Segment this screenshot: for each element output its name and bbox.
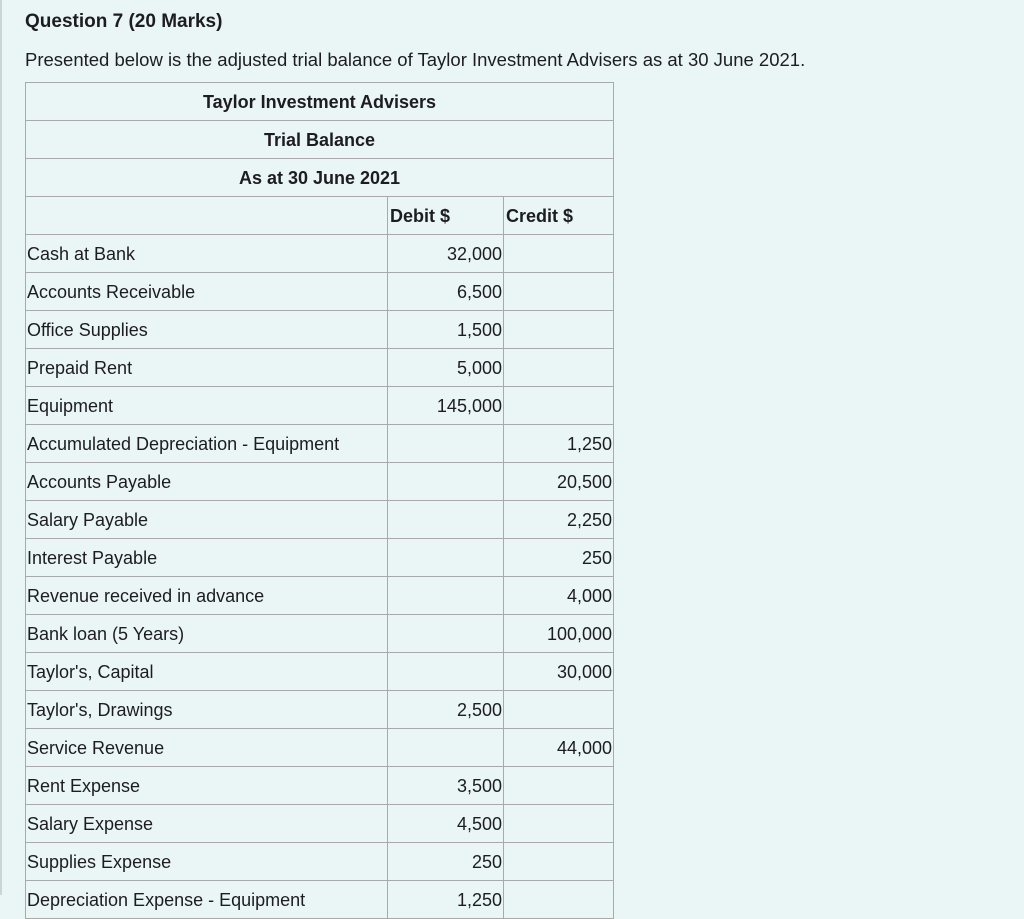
- table-row: [26, 615, 614, 653]
- table-row: [26, 691, 614, 729]
- account-name: Rent Expense: [26, 767, 388, 805]
- debit-amount: [388, 539, 504, 577]
- page-left-border: [0, 0, 2, 895]
- account-name: Office Supplies: [26, 311, 388, 349]
- account-name: Bank loan (5 Years): [26, 615, 388, 653]
- column-header-row: [26, 197, 614, 235]
- credit-amount: [504, 881, 614, 919]
- trial-balance-table: [25, 82, 614, 919]
- credit-amount: [504, 805, 614, 843]
- table-header-row-company: [26, 83, 614, 121]
- account-name: Taylor's, Drawings: [26, 691, 388, 729]
- debit-amount: 1,500: [388, 311, 504, 349]
- credit-amount: 250: [504, 539, 614, 577]
- account-name: Accounts Receivable: [26, 273, 388, 311]
- account-name: Salary Expense: [26, 805, 388, 843]
- account-name: Interest Payable: [26, 539, 388, 577]
- credit-amount: 4,000: [504, 577, 614, 615]
- table-row: [26, 463, 614, 501]
- account-name: Cash at Bank: [26, 235, 388, 273]
- debit-column-header: Debit $: [388, 197, 504, 235]
- debit-amount: 3,500: [388, 767, 504, 805]
- credit-amount: 1,250: [504, 425, 614, 463]
- debit-amount: 5,000: [388, 349, 504, 387]
- debit-amount: [388, 425, 504, 463]
- credit-amount: [504, 349, 614, 387]
- debit-amount: 6,500: [388, 273, 504, 311]
- account-name: Equipment: [26, 387, 388, 425]
- account-name: Service Revenue: [26, 729, 388, 767]
- credit-amount: [504, 311, 614, 349]
- debit-amount: [388, 653, 504, 691]
- question-intro: Presented below is the adjusted trial balance of Taylor Investment Advisers as at 30 June 2021.: [25, 49, 806, 70]
- debit-amount: [388, 615, 504, 653]
- credit-amount: [504, 767, 614, 805]
- table-header-row-statement: [26, 121, 614, 159]
- account-column-header: [26, 197, 388, 235]
- statement-date: As at 30 June 2021: [26, 159, 614, 197]
- company-name: Taylor Investment Advisers: [26, 83, 614, 121]
- account-name: Accounts Payable: [26, 463, 388, 501]
- table-row: [26, 805, 614, 843]
- table-header-row-date: [26, 159, 614, 197]
- account-name: Revenue received in advance: [26, 577, 388, 615]
- table-row: [26, 311, 614, 349]
- credit-amount: 20,500: [504, 463, 614, 501]
- debit-amount: [388, 577, 504, 615]
- debit-amount: 4,500: [388, 805, 504, 843]
- account-name: Depreciation Expense - Equipment: [26, 881, 388, 919]
- table-row: [26, 653, 614, 691]
- table-row: [26, 349, 614, 387]
- table-row: [26, 273, 614, 311]
- account-name: Supplies Expense: [26, 843, 388, 881]
- table-row: [26, 881, 614, 919]
- credit-amount: [504, 387, 614, 425]
- table-row: [26, 235, 614, 273]
- table-row: [26, 501, 614, 539]
- credit-amount: 30,000: [504, 653, 614, 691]
- debit-amount: 32,000: [388, 235, 504, 273]
- debit-amount: [388, 463, 504, 501]
- statement-title: Trial Balance: [26, 121, 614, 159]
- table-row: [26, 843, 614, 881]
- table-row: [26, 767, 614, 805]
- debit-amount: 1,250: [388, 881, 504, 919]
- debit-amount: [388, 729, 504, 767]
- account-name: Prepaid Rent: [26, 349, 388, 387]
- account-name: Salary Payable: [26, 501, 388, 539]
- table-row: [26, 729, 614, 767]
- debit-amount: 145,000: [388, 387, 504, 425]
- credit-amount: [504, 691, 614, 729]
- debit-amount: 2,500: [388, 691, 504, 729]
- table-row: [26, 425, 614, 463]
- table-row: [26, 387, 614, 425]
- credit-amount: [504, 235, 614, 273]
- debit-amount: 250: [388, 843, 504, 881]
- credit-amount: 2,250: [504, 501, 614, 539]
- account-name: Accumulated Depreciation - Equipment: [26, 425, 388, 463]
- table-row: [26, 577, 614, 615]
- debit-amount: [388, 501, 504, 539]
- table-row: [26, 539, 614, 577]
- credit-amount: [504, 843, 614, 881]
- credit-amount: 44,000: [504, 729, 614, 767]
- account-name: Taylor's, Capital: [26, 653, 388, 691]
- credit-amount: 100,000: [504, 615, 614, 653]
- question-title: Question 7 (20 Marks): [25, 11, 223, 32]
- credit-column-header: Credit $: [504, 197, 614, 235]
- credit-amount: [504, 273, 614, 311]
